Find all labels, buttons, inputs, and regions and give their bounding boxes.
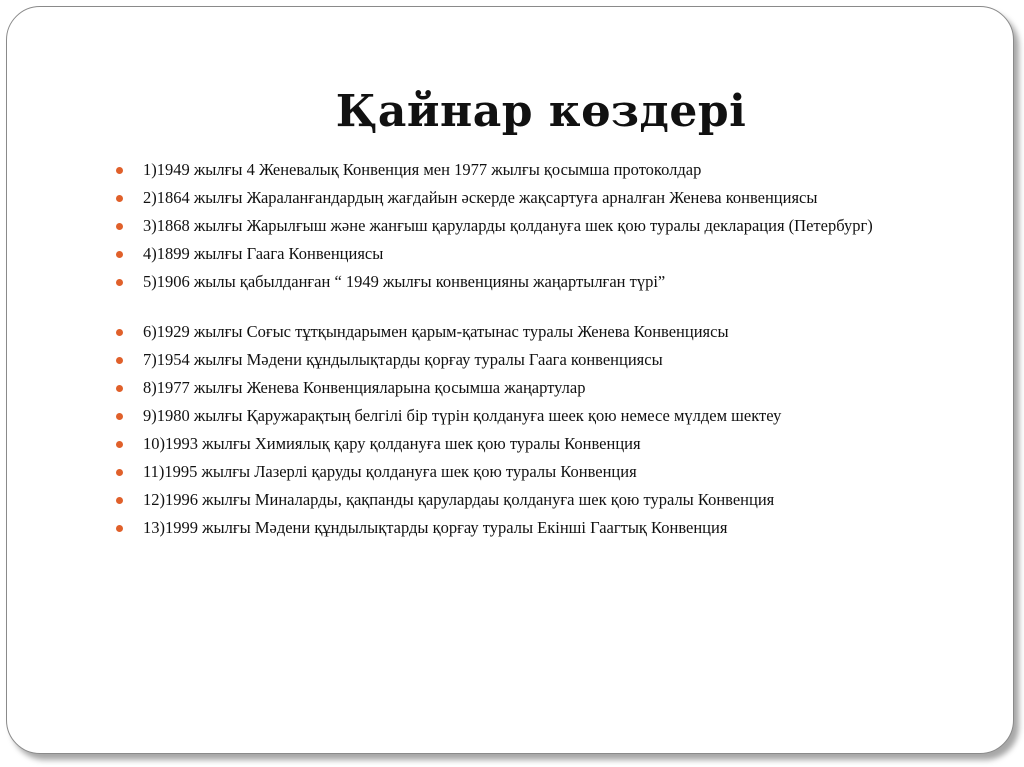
bullet-icon [116,251,123,258]
list-item-text: 1)1949 жылғы 4 Женевалық Конвенция мен 1977 жылғы қосымша протоколдар [143,160,702,179]
list-item-text: 5)1906 жылы қабылданған “ 1949 жылғы конвенцияны жаңартылған түрі” [143,272,666,291]
list-item [115,463,915,481]
list-item-text: 12)1996 жылғы Миналарды, қақпанды қарулардаы қолдануға шек қою туралы Конвенция [143,490,775,509]
bullet-icon [116,279,123,286]
bullet-icon [116,469,123,476]
bullet-icon [116,497,123,504]
list-item-text: 3)1868 жылғы Жарылғыш және жанғыш қаруларды қолдануға шек қою туралы декларация (Петербург) [143,216,873,235]
list-item-text: 4)1899 жылғы Гаага Конвенциясы [143,244,384,263]
list-item [115,435,915,453]
list-item-text: 11)1995 жылғы Лазерлі қаруды қолдануға шек қою туралы Конвенция [143,462,637,481]
list-item-text: 2)1864 жылғы Жараланғандардың жағдайын әскерде жақсартуға арналған Женева конвенциясы [143,188,818,207]
list-item [115,189,915,207]
list-item [115,273,915,291]
list-item [115,491,915,509]
slide-title: Қайнар көздері [335,86,747,137]
list-item-text: 9)1980 жылғы Қаружарақтың белгілі бір түрін қолдануға шеек қою немесе мүлдем шектеу [143,406,782,425]
bullet-icon [116,413,123,420]
bullet-icon [116,195,123,202]
bullet-icon [116,357,123,364]
list-item-text: 10)1993 жылғы Химиялық қару қолдануға шек қою туралы Конвенция [143,434,641,453]
list-item-text: 13)1999 жылғы Мәдени құндылықтарды қорғау туралы Екінші Гаагтық Конвенция [143,518,728,537]
bullet-icon [116,167,123,174]
list-item [115,161,915,179]
list-item [115,245,915,263]
list-item [115,407,915,425]
bullet-icon [116,525,123,532]
bullet-icon [116,223,123,230]
list-item-text: 7)1954 жылғы Мәдени құндылықтарды қорғау туралы Гаага конвенциясы [143,350,663,369]
sources-list [115,161,915,547]
list-item [115,379,915,397]
list-item [115,323,915,341]
list-item [115,351,915,369]
list-item [115,519,915,537]
bullet-icon [116,441,123,448]
bullet-icon [116,329,123,336]
list-item [115,217,915,235]
list-item-text: 8)1977 жылғы Женева Конвенцияларына қосымша жаңартулар [143,378,586,397]
list-item-text: 6)1929 жылғы Соғыс тұтқындарымен қарым-қатынас туралы Женева Конвенциясы [143,322,729,341]
bullet-icon [116,385,123,392]
